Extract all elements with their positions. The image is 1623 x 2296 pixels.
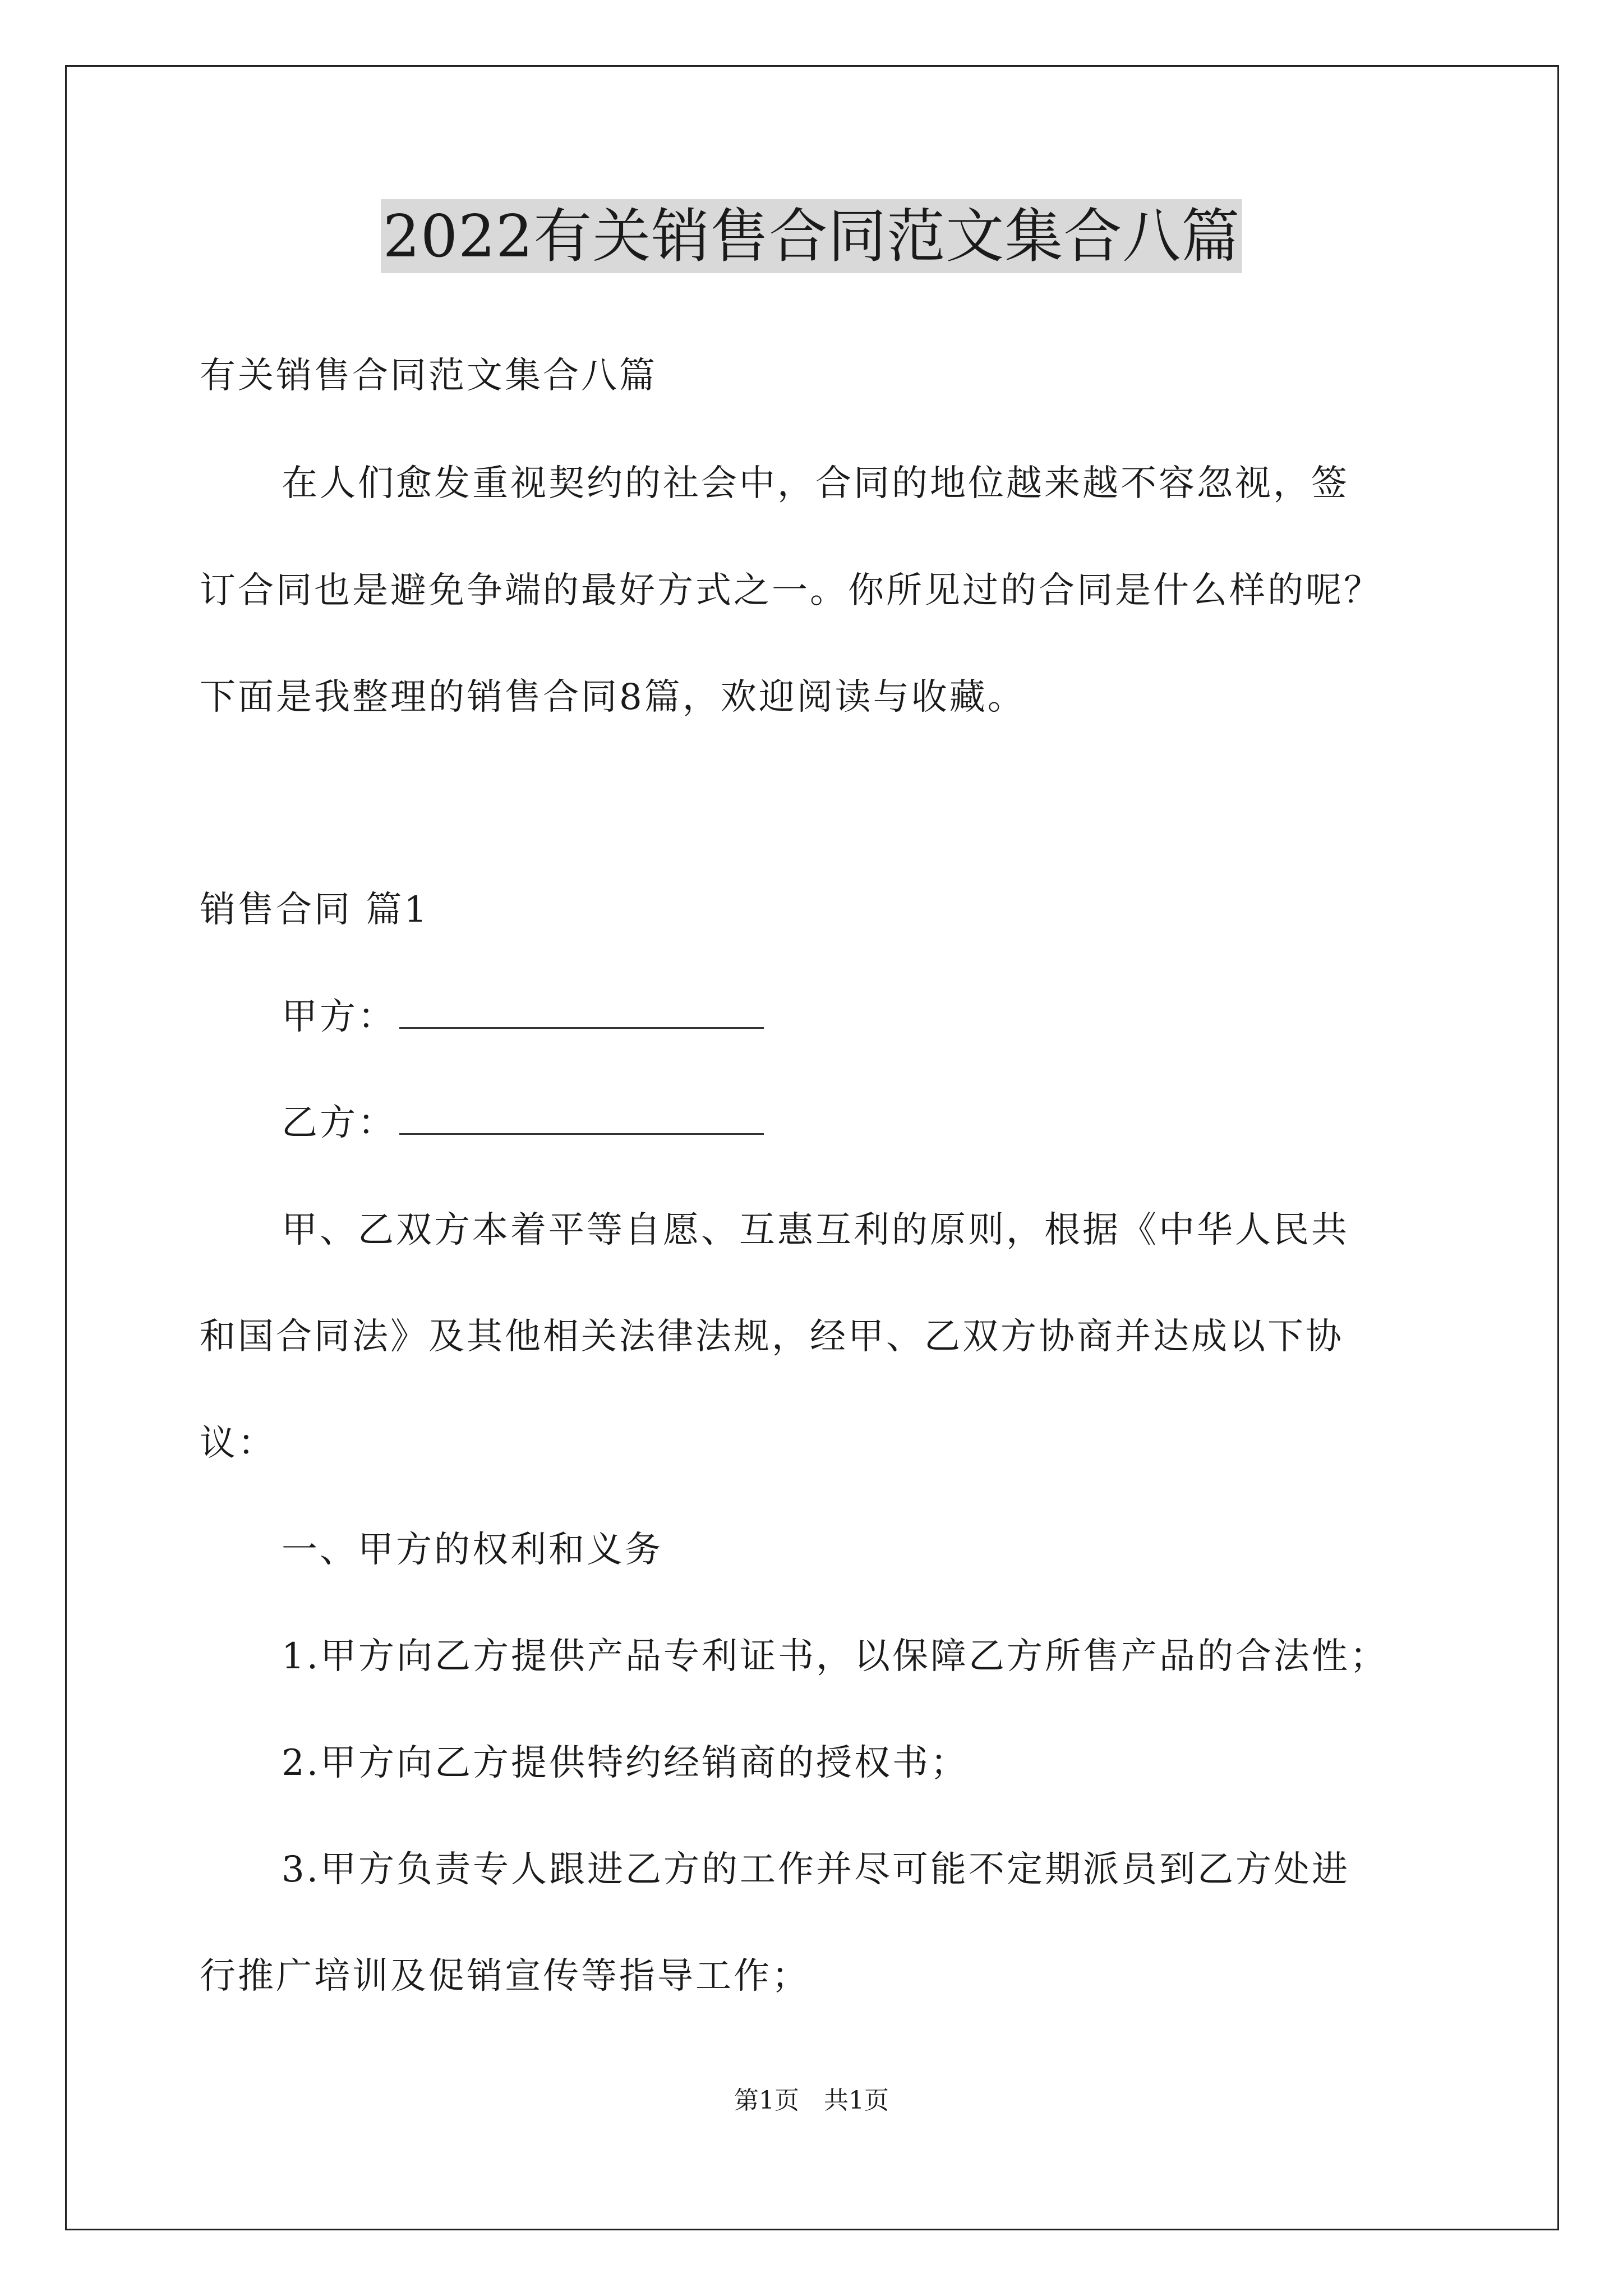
clause-item: 行推广培训及促销宣传等指导工作；	[200, 1955, 810, 1997]
clause-item: 3.甲方负责专人跟进乙方的工作并尽可能不定期派员到乙方处进	[282, 1849, 1350, 1890]
preamble-line: 甲、乙双方本着平等自愿、互惠互利的原则，根据《中华人民共	[282, 1209, 1349, 1251]
clause-item: 2.甲方向乙方提供特约经销商的授权书；	[282, 1742, 969, 1784]
clause-item: 1.甲方向乙方提供产品专利证书，以保障乙方所售产品的合法性；	[282, 1636, 1389, 1677]
document-subtitle: 有关销售合同范文集合八篇	[200, 355, 657, 397]
party-a-blank	[399, 996, 764, 1029]
preamble-line: 和国合同法》及其他相关法律法规，经甲、乙双方协商并达成以下协	[200, 1316, 1344, 1358]
document-title: 2022有关销售合同范文集合八篇	[381, 199, 1243, 273]
party-b-field	[282, 1101, 764, 1145]
page-number: 第1页	[734, 2086, 799, 2115]
party-b-label: 乙方：	[282, 1102, 396, 1144]
party-a-label: 甲方：	[282, 996, 396, 1038]
page-footer	[0, 2084, 1623, 2118]
intro-line: 订合同也是避免争端的最好方式之一。你所见过的合同是什么样的呢？	[200, 570, 1382, 611]
intro-line: 下面是我整理的销售合同8篇，欢迎阅读与收藏。	[200, 677, 1026, 718]
intro-line: 在人们愈发重视契约的社会中，合同的地位越来越不容忽视，签	[282, 463, 1349, 504]
party-b-blank	[399, 1102, 764, 1135]
title-container	[0, 199, 1623, 273]
section-heading: 销售合同 篇1	[200, 889, 430, 931]
preamble-line: 议：	[200, 1423, 276, 1464]
clause-heading: 一、甲方的权利和义务	[282, 1529, 663, 1571]
page-total: 共1页	[824, 2086, 889, 2115]
party-a-field	[282, 995, 764, 1039]
